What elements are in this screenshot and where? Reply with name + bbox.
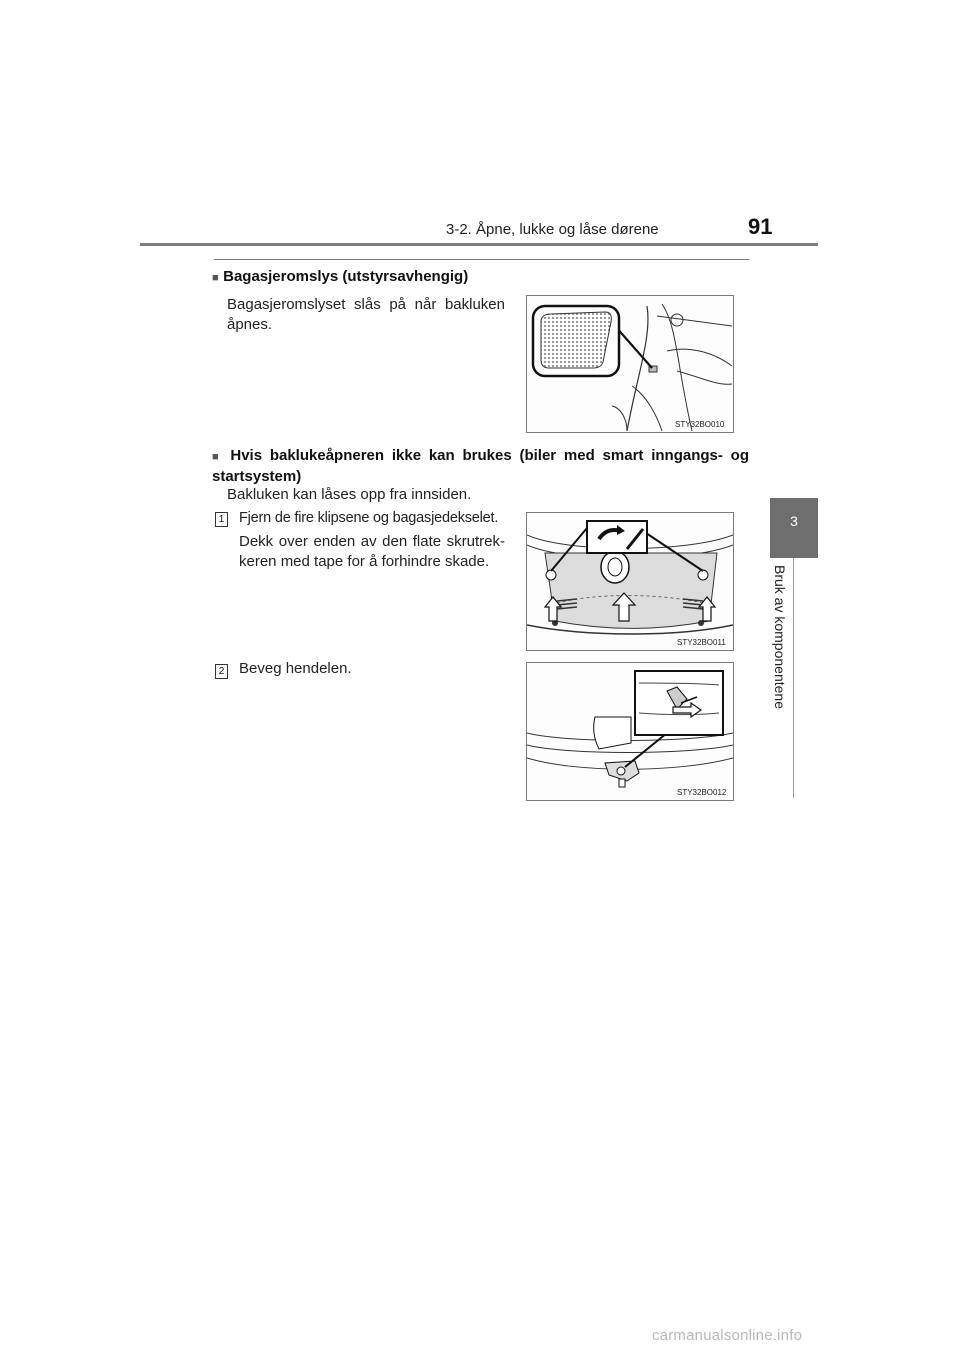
opener-heading: Hvis baklukeåpneren ikke kan brukes (biler med smart inngangs- og startsystem) <box>212 447 749 485</box>
figure-code-010: STY32BO010 <box>675 420 725 429</box>
step-1-text: Fjern de fire klipsene og bagasjedekselet. <box>239 510 499 526</box>
luggage-light-text: Bagasjeromslyset slås på når bakluken åpnes. <box>227 296 505 333</box>
opener-intro: Bakluken kan låses opp fra innsiden. <box>227 486 472 503</box>
figure-luggage-light <box>526 295 734 433</box>
remove-clips-illustration <box>527 513 733 650</box>
chapter-tab-label-text: Bruk av komponentene <box>772 565 788 709</box>
step-2-badge: 2 <box>215 664 228 679</box>
step-1-badge: 1 <box>215 512 228 527</box>
luggage-light-heading-row <box>212 268 468 286</box>
figure-code-012: STY32BO012 <box>677 788 727 797</box>
step-2-text: Beveg hendelen. <box>239 660 352 677</box>
opener-heading-row <box>212 446 749 487</box>
luggage-light-illustration <box>527 296 733 432</box>
chapter-tab-number: 3 <box>790 513 798 529</box>
figure-move-lever <box>526 662 734 801</box>
step-1-number <box>215 509 228 527</box>
bullet-icon: ■ <box>212 451 223 463</box>
content-top-rule <box>214 259 749 260</box>
watermark: carmanualsonline.info <box>652 1327 803 1344</box>
page-number: 91 <box>748 214 773 239</box>
bullet-icon: ■ <box>212 272 219 284</box>
luggage-light-heading: Bagasjeromslys (utstyrsavhengig) <box>223 268 469 285</box>
move-lever-illustration <box>527 663 733 800</box>
header-rule <box>140 243 818 246</box>
step-2-number <box>215 661 228 679</box>
section-title: 3-2. Åpne, lukke og låse dørene <box>446 221 659 238</box>
figure-code-011: STY32BO011 <box>677 638 726 647</box>
figure-remove-clips <box>526 512 734 651</box>
chapter-tab-line <box>793 558 794 798</box>
step-1-note: Dekk over enden av den flate skrutrek-keren med tape for å forhindre skade. <box>239 533 505 570</box>
